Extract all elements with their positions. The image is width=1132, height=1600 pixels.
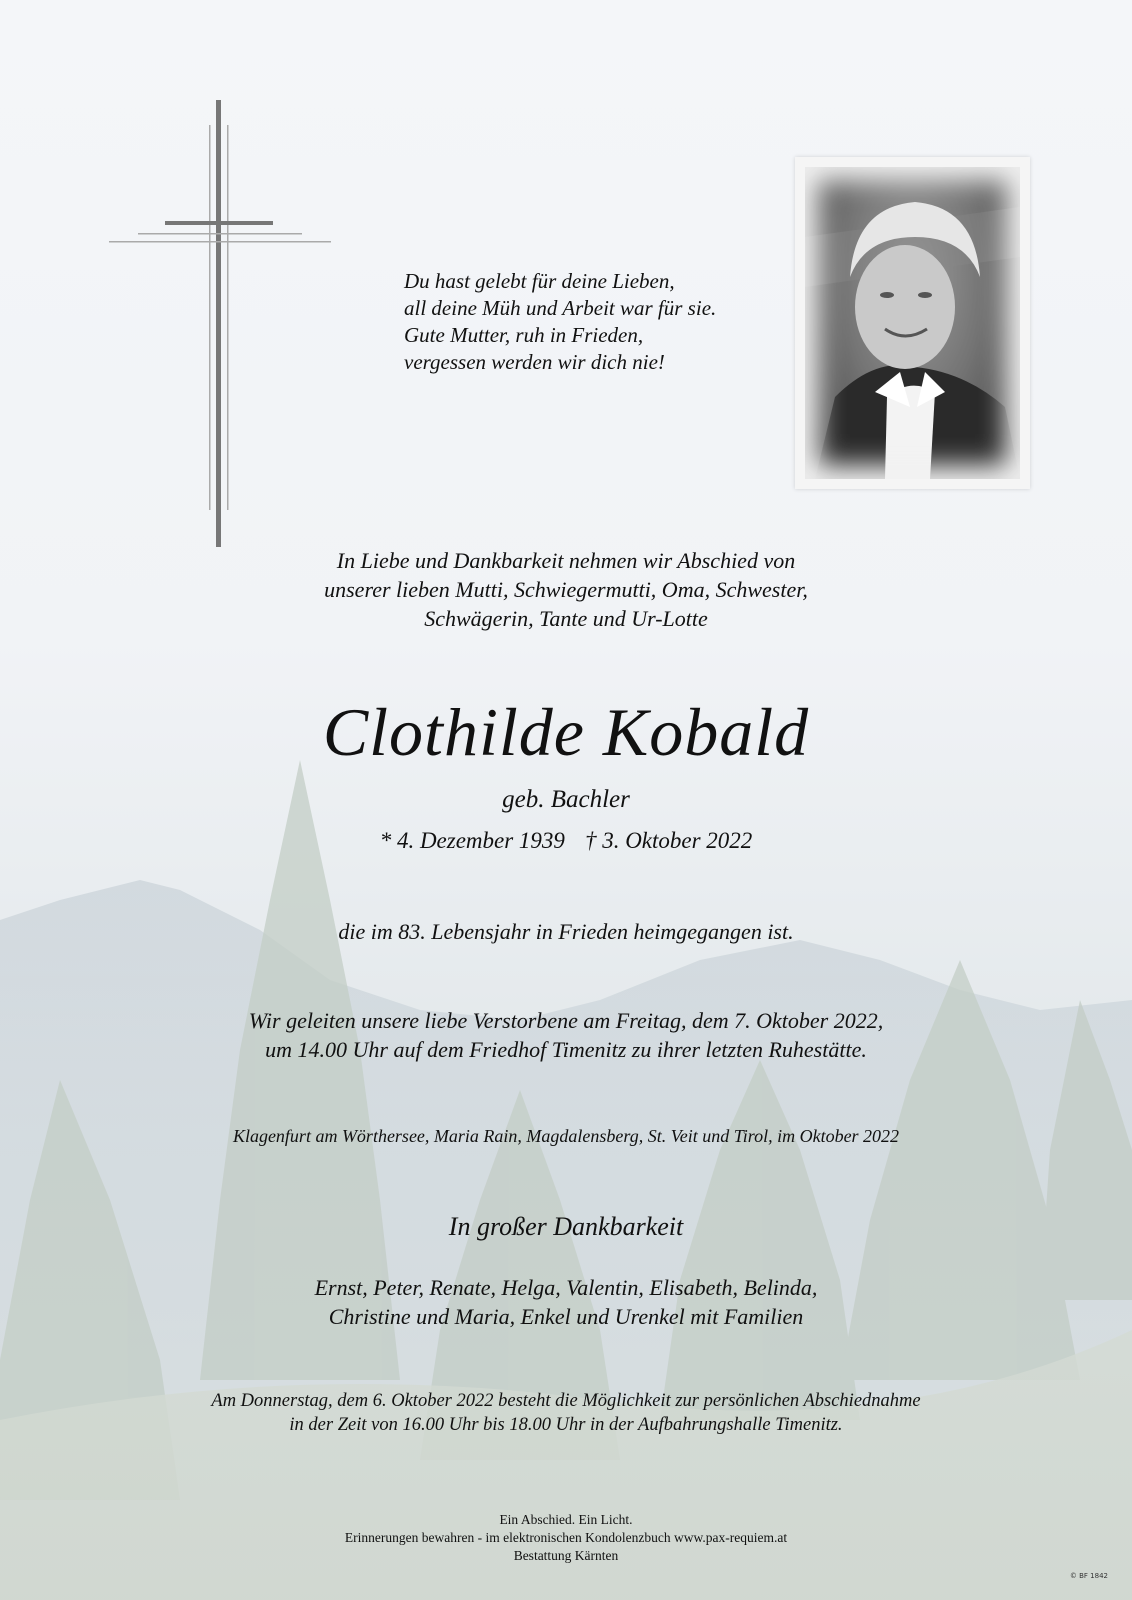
- footer-tagline: Ein Abschied. Ein Licht.: [499, 1512, 633, 1527]
- viewing-info: [0, 1389, 1132, 1437]
- life-dates: [0, 826, 1132, 856]
- funeral-line: Wir geleiten unsere liebe Verstorbene am Freitag, dem 7. Oktober 2022,: [248, 1008, 884, 1033]
- intro-line: unserer lieben Mutti, Schwiegermutti, Oma, Schwester,: [324, 577, 808, 602]
- maiden-name: geb. Bachler: [502, 786, 630, 813]
- poem-line: vergessen werden wir dich nie!: [404, 350, 665, 374]
- age-line: die im 83. Lebensjahr in Frieden heimgegangen ist.: [338, 919, 794, 944]
- family-line: Ernst, Peter, Renate, Helga, Valentin, Elisabeth, Belinda,: [314, 1275, 818, 1300]
- thanks-heading: In großer Dankbarkeit: [448, 1212, 684, 1241]
- funeral-info: [0, 1006, 1132, 1064]
- viewing-line: in der Zeit von 16.00 Uhr bis 18.00 Uhr in der Aufbahrungshalle Timenitz.: [289, 1415, 843, 1435]
- poem-line: all deine Müh und Arbeit war für sie.: [404, 296, 717, 320]
- death-date: † 3. Oktober 2022: [584, 828, 753, 853]
- family-names: [0, 1273, 1132, 1331]
- portrait-photo: [795, 157, 1030, 489]
- viewing-line: Am Donnerstag, dem 6. Oktober 2022 besteht die Möglichkeit zur persönlichen Abschiednahme: [211, 1391, 921, 1411]
- footer-funeral-home: Bestattung Kärnten: [513, 1548, 619, 1563]
- intro-line: Schwägerin, Tante und Ur-Lotte: [424, 606, 708, 631]
- intro-text: [0, 546, 1132, 633]
- portrait-image: [805, 167, 1020, 479]
- birth-date: * 4. Dezember 1939: [379, 828, 565, 853]
- poem-line: Gute Mutter, ruh in Frieden,: [404, 323, 644, 347]
- memorial-poem: [404, 268, 716, 376]
- footer: [0, 1511, 1132, 1565]
- portrait-figure-icon: [805, 167, 1020, 479]
- deceased-name: Clothilde Kobald: [322, 694, 810, 770]
- funeral-line: um 14.00 Uhr auf dem Friedhof Timenitz zu ihrer letzten Ruhestätte.: [265, 1037, 867, 1062]
- intro-line: In Liebe und Dankbarkeit nehmen wir Abschied von: [336, 548, 796, 573]
- family-line: Christine und Maria, Enkel und Urenkel mit Familien: [328, 1304, 804, 1329]
- poem-line: Du hast gelebt für deine Lieben,: [404, 269, 675, 293]
- corner-mark: © BF 1842: [1069, 1572, 1108, 1580]
- footer-condolence-link[interactable]: Erinnerungen bewahren - im elektronischen Kondolenzbuch www.pax-requiem.at: [344, 1530, 788, 1545]
- cross-icon: [100, 95, 340, 555]
- place-date: Klagenfurt am Wörthersee, Maria Rain, Magdalensberg, St. Veit und Tirol, im Oktober 2022: [232, 1126, 900, 1146]
